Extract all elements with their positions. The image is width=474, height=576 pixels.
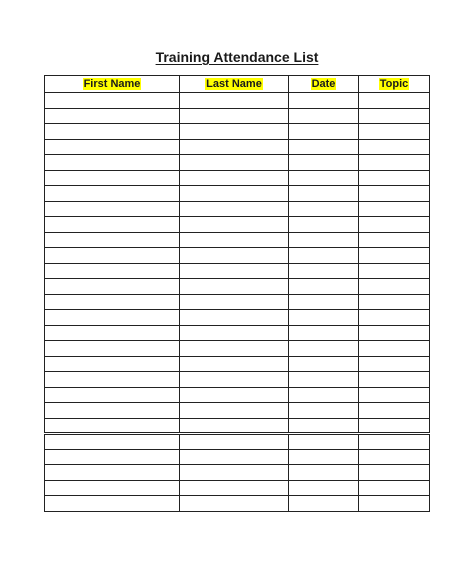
table-row xyxy=(45,279,430,295)
date-cell[interactable] xyxy=(289,496,359,512)
last-name-cell[interactable] xyxy=(180,279,289,295)
column-header-date: Date xyxy=(289,76,359,93)
first-name-cell[interactable] xyxy=(45,418,180,434)
date-cell[interactable] xyxy=(289,341,359,357)
date-cell[interactable] xyxy=(289,465,359,481)
date-cell[interactable] xyxy=(289,310,359,326)
date-cell[interactable] xyxy=(289,108,359,124)
date-cell[interactable] xyxy=(289,449,359,465)
date-cell[interactable] xyxy=(289,434,359,450)
last-name-cell[interactable] xyxy=(180,170,289,186)
last-name-cell[interactable] xyxy=(180,248,289,264)
first-name-cell[interactable] xyxy=(45,279,180,295)
last-name-cell[interactable] xyxy=(180,93,289,109)
topic-cell[interactable] xyxy=(359,325,430,341)
first-name-cell[interactable] xyxy=(45,155,180,171)
last-name-cell[interactable] xyxy=(180,403,289,419)
table-row xyxy=(45,310,430,326)
table-row xyxy=(45,93,430,109)
table-row xyxy=(45,325,430,341)
date-cell[interactable] xyxy=(289,186,359,202)
topic-cell[interactable] xyxy=(359,201,430,217)
table-row xyxy=(45,294,430,310)
last-name-cell[interactable] xyxy=(180,434,289,450)
topic-cell[interactable] xyxy=(359,387,430,403)
date-cell[interactable] xyxy=(289,93,359,109)
table-row xyxy=(45,418,430,434)
topic-cell[interactable] xyxy=(359,170,430,186)
topic-cell[interactable] xyxy=(359,248,430,264)
date-cell[interactable] xyxy=(289,387,359,403)
topic-cell[interactable] xyxy=(359,449,430,465)
first-name-cell[interactable] xyxy=(45,108,180,124)
column-header-topic: Topic xyxy=(359,76,430,93)
page-title-text: Training Attendance List xyxy=(155,49,319,65)
last-name-cell[interactable] xyxy=(180,186,289,202)
last-name-cell[interactable] xyxy=(180,496,289,512)
table-row xyxy=(45,480,430,496)
topic-cell[interactable] xyxy=(359,480,430,496)
date-cell[interactable] xyxy=(289,217,359,233)
first-name-cell[interactable] xyxy=(45,93,180,109)
topic-cell[interactable] xyxy=(359,93,430,109)
topic-cell[interactable] xyxy=(359,108,430,124)
topic-cell[interactable] xyxy=(359,341,430,357)
last-name-cell[interactable] xyxy=(180,294,289,310)
date-cell[interactable] xyxy=(289,480,359,496)
column-header-first-name: First Name xyxy=(45,76,180,93)
date-cell[interactable] xyxy=(289,279,359,295)
first-name-cell[interactable] xyxy=(45,310,180,326)
topic-cell[interactable] xyxy=(359,418,430,434)
last-name-cell[interactable] xyxy=(180,341,289,357)
topic-cell[interactable] xyxy=(359,356,430,372)
last-name-cell[interactable] xyxy=(180,465,289,481)
table-row xyxy=(45,217,430,233)
date-cell[interactable] xyxy=(289,372,359,388)
date-cell[interactable] xyxy=(289,139,359,155)
first-name-cell[interactable] xyxy=(45,217,180,233)
first-name-cell[interactable] xyxy=(45,139,180,155)
last-name-cell[interactable] xyxy=(180,201,289,217)
topic-cell[interactable] xyxy=(359,496,430,512)
first-name-cell[interactable] xyxy=(45,496,180,512)
table-row xyxy=(45,356,430,372)
last-name-cell[interactable] xyxy=(180,217,289,233)
first-name-cell[interactable] xyxy=(45,294,180,310)
first-name-cell[interactable] xyxy=(45,124,180,140)
topic-cell[interactable] xyxy=(359,279,430,295)
first-name-cell[interactable] xyxy=(45,232,180,248)
first-name-cell[interactable] xyxy=(45,387,180,403)
last-name-cell[interactable] xyxy=(180,124,289,140)
last-name-cell[interactable] xyxy=(180,418,289,434)
page-title xyxy=(0,48,474,66)
first-name-cell[interactable] xyxy=(45,465,180,481)
last-name-cell[interactable] xyxy=(180,325,289,341)
date-cell[interactable] xyxy=(289,155,359,171)
topic-cell[interactable] xyxy=(359,155,430,171)
topic-cell[interactable] xyxy=(359,217,430,233)
last-name-cell[interactable] xyxy=(180,155,289,171)
table-row xyxy=(45,201,430,217)
table-row xyxy=(45,186,430,202)
first-name-cell[interactable] xyxy=(45,170,180,186)
last-name-cell[interactable] xyxy=(180,232,289,248)
table-row xyxy=(45,449,430,465)
topic-cell[interactable] xyxy=(359,139,430,155)
date-cell[interactable] xyxy=(289,248,359,264)
first-name-cell[interactable] xyxy=(45,248,180,264)
last-name-cell[interactable] xyxy=(180,310,289,326)
topic-cell[interactable] xyxy=(359,465,430,481)
first-name-cell[interactable] xyxy=(45,372,180,388)
last-name-cell[interactable] xyxy=(180,108,289,124)
table-row xyxy=(45,108,430,124)
table-row xyxy=(45,341,430,357)
last-name-cell[interactable] xyxy=(180,263,289,279)
last-name-cell[interactable] xyxy=(180,480,289,496)
date-cell[interactable] xyxy=(289,356,359,372)
header-row xyxy=(45,76,430,93)
table-row xyxy=(45,155,430,171)
first-name-cell[interactable] xyxy=(45,325,180,341)
first-name-cell[interactable] xyxy=(45,356,180,372)
date-cell[interactable] xyxy=(289,403,359,419)
table-row xyxy=(45,232,430,248)
date-cell[interactable] xyxy=(289,170,359,186)
attendance-table-body xyxy=(45,93,430,512)
table-row-section-break xyxy=(45,434,430,450)
first-name-cell[interactable] xyxy=(45,434,180,450)
topic-cell[interactable] xyxy=(359,403,430,419)
column-header-last-name: Last Name xyxy=(180,76,289,93)
topic-cell[interactable] xyxy=(359,263,430,279)
table-row xyxy=(45,170,430,186)
date-cell[interactable] xyxy=(289,201,359,217)
last-name-cell[interactable] xyxy=(180,449,289,465)
date-cell[interactable] xyxy=(289,232,359,248)
date-cell[interactable] xyxy=(289,325,359,341)
topic-cell[interactable] xyxy=(359,372,430,388)
date-cell[interactable] xyxy=(289,418,359,434)
last-name-cell[interactable] xyxy=(180,139,289,155)
table-row xyxy=(45,387,430,403)
topic-cell[interactable] xyxy=(359,124,430,140)
date-cell[interactable] xyxy=(289,124,359,140)
first-name-cell[interactable] xyxy=(45,341,180,357)
first-name-cell[interactable] xyxy=(45,449,180,465)
topic-cell[interactable] xyxy=(359,232,430,248)
table-row xyxy=(45,248,430,264)
table-row xyxy=(45,496,430,512)
table-row xyxy=(45,139,430,155)
attendance-table xyxy=(44,75,430,512)
date-cell[interactable] xyxy=(289,263,359,279)
first-name-cell[interactable] xyxy=(45,186,180,202)
table-row xyxy=(45,263,430,279)
date-cell[interactable] xyxy=(289,294,359,310)
first-name-cell[interactable] xyxy=(45,480,180,496)
topic-cell[interactable] xyxy=(359,186,430,202)
topic-cell[interactable] xyxy=(359,294,430,310)
last-name-cell[interactable] xyxy=(180,372,289,388)
first-name-cell[interactable] xyxy=(45,201,180,217)
table-row xyxy=(45,124,430,140)
last-name-cell[interactable] xyxy=(180,387,289,403)
first-name-cell[interactable] xyxy=(45,403,180,419)
topic-cell[interactable] xyxy=(359,434,430,450)
first-name-cell[interactable] xyxy=(45,263,180,279)
table-row xyxy=(45,372,430,388)
topic-cell[interactable] xyxy=(359,310,430,326)
table-row xyxy=(45,403,430,419)
table-row xyxy=(45,465,430,481)
last-name-cell[interactable] xyxy=(180,356,289,372)
